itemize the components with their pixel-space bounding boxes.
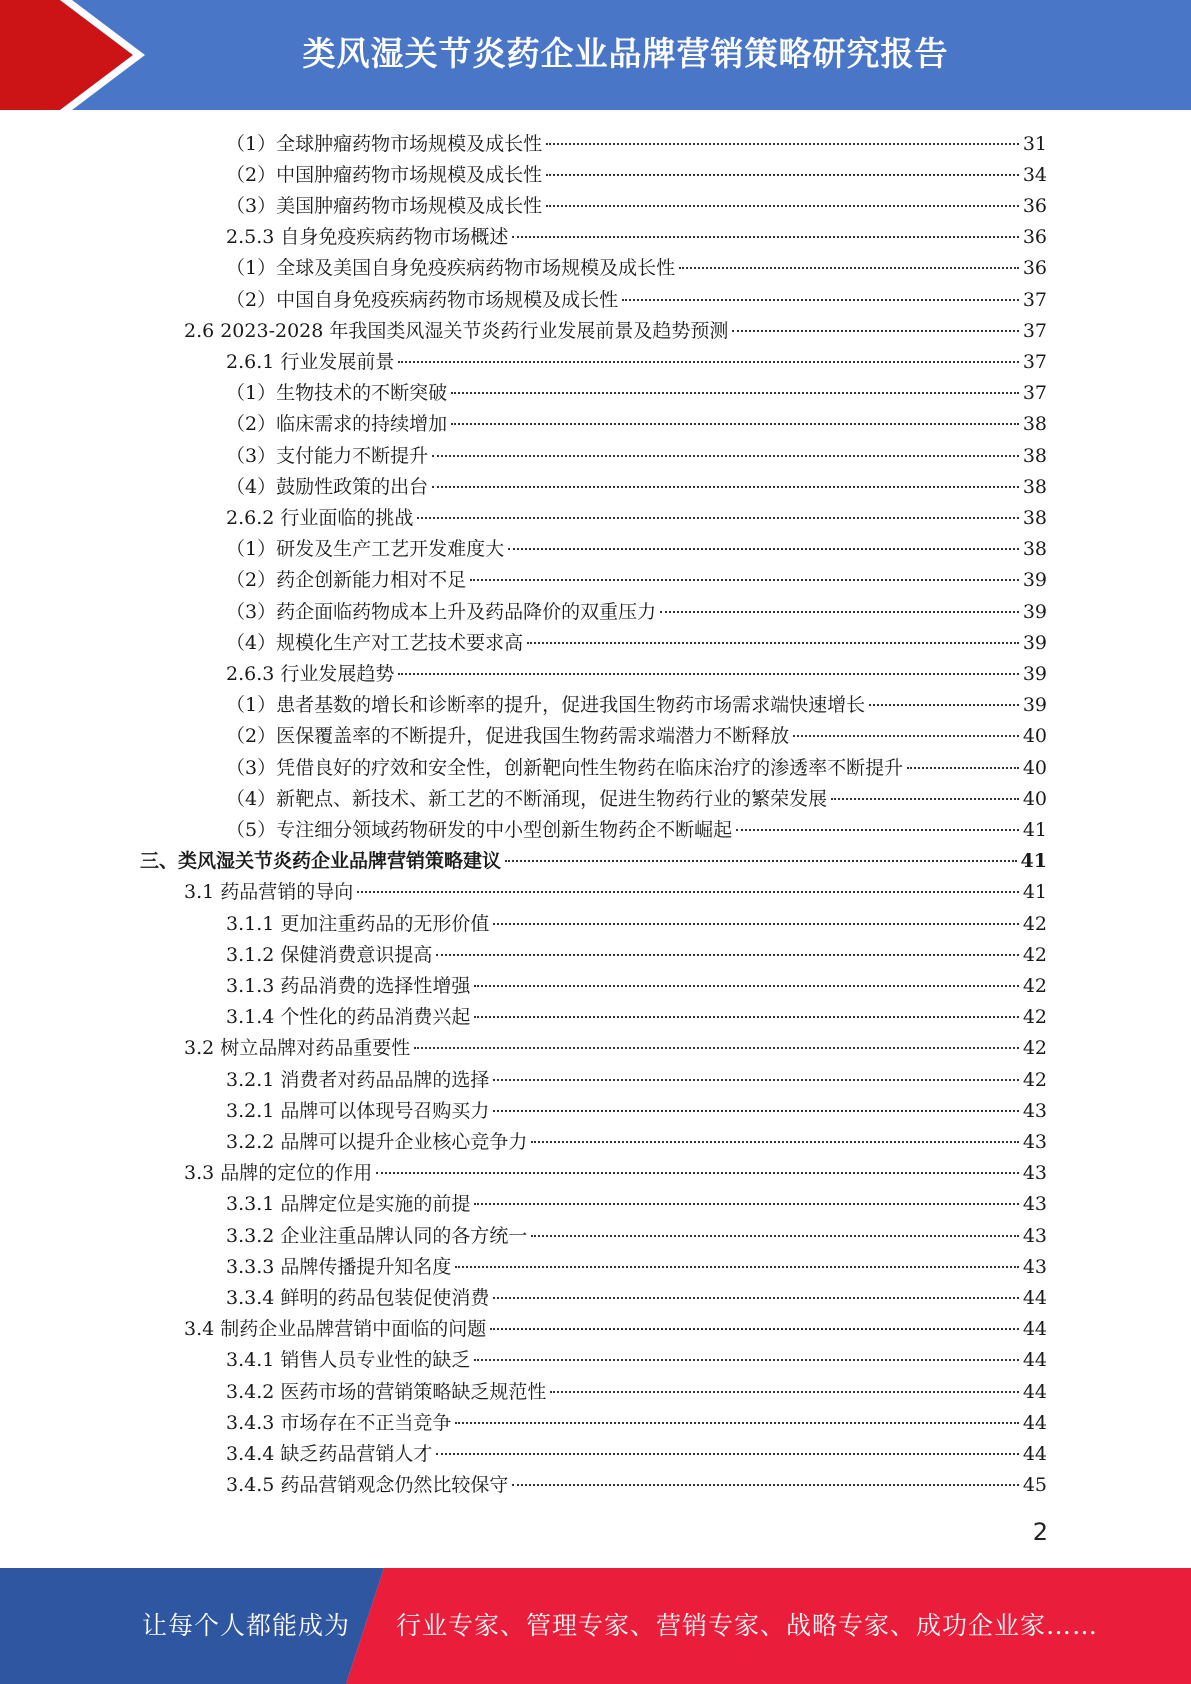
toc-entry-title: 自身免疫疾病药物市场概述 [280, 226, 509, 249]
toc-entry-number: 3.4.1 [226, 1349, 275, 1372]
toc-entry-page: 44 [1022, 1380, 1047, 1403]
toc-dot-leader [493, 1079, 1018, 1081]
toc-entry-number: 3.4 [184, 1318, 215, 1341]
toc-entry-number: 3.1 [184, 881, 215, 904]
toc-dot-leader [736, 829, 1019, 831]
toc-dot-leader [490, 1328, 1019, 1330]
toc-entry-page: 42 [1022, 912, 1047, 935]
toc-entry-title: 研发及生产工艺开发难度大 [276, 538, 505, 561]
toc-entry-number: 3.1.3 [226, 974, 275, 997]
toc-dot-leader [474, 1203, 1018, 1205]
toc-dot-leader [505, 860, 1017, 862]
toc-entry-number: 3.4.4 [226, 1442, 275, 1465]
toc-entry-page: 42 [1022, 943, 1047, 966]
toc-entry-page: 38 [1022, 538, 1047, 561]
toc-dot-leader [451, 423, 1019, 425]
toc-dot-leader [474, 985, 1018, 987]
toc-entry-title: 市场存在不正当竞争 [280, 1411, 452, 1434]
toc-entry-page: 42 [1022, 974, 1047, 997]
toc-entry-page: 45 [1022, 1474, 1047, 1497]
toc-entry[interactable] [184, 877, 1047, 908]
toc-dot-leader [455, 1266, 1018, 1268]
toc-dot-leader [550, 1391, 1018, 1393]
toc-entry[interactable] [226, 160, 1047, 191]
toc-entry-title: 行业发展前景 [280, 350, 395, 373]
toc-entry-title: 药品消费的选择性增强 [280, 974, 471, 997]
toc-entry-title: 生物技术的不断突破 [276, 382, 448, 405]
toc-dot-leader [417, 517, 1018, 519]
toc-entry[interactable] [226, 1096, 1047, 1127]
toc-entry-title: 凭借良好的疗效和安全性，创新靶向性生物药在临床治疗的渗透率不断提升 [276, 756, 904, 779]
toc-dot-leader [432, 486, 1019, 488]
toc-entry-title: 鼓励性政策的出台 [276, 475, 429, 498]
toc-entry[interactable] [226, 940, 1047, 971]
toc-entry-title: 美国肿瘤药物市场规模及成长性 [276, 194, 543, 217]
toc-dot-leader [376, 1172, 1019, 1174]
toc-entry[interactable] [226, 1189, 1047, 1220]
toc-entry-title: 品牌定位是实施的前提 [280, 1193, 471, 1216]
toc-entry[interactable] [184, 1033, 1047, 1064]
toc-entry-number: 2.6 [184, 319, 215, 342]
toc-entry[interactable] [226, 1439, 1047, 1470]
toc-entry[interactable] [226, 971, 1047, 1002]
toc-entry[interactable] [226, 1002, 1047, 1033]
toc-entry-title: 规模化生产对工艺技术要求高 [276, 631, 524, 654]
toc-entry-number: （4） [226, 631, 277, 654]
toc-entry-title: 支付能力不断提升 [276, 444, 429, 467]
footer-banner [0, 1568, 1191, 1684]
toc-entry[interactable] [226, 659, 1047, 690]
toc-entry-page: 38 [1022, 506, 1047, 529]
toc-entry-title: 中国自身免疫疾病药物市场规模及成长性 [276, 288, 619, 311]
toc-entry-page: 44 [1022, 1442, 1047, 1465]
toc-entry-number: 3.3.4 [226, 1286, 275, 1309]
toc-entry-page: 39 [1022, 694, 1047, 717]
toc-entry-page: 39 [1022, 662, 1047, 685]
toc-dot-leader [512, 236, 1018, 238]
toc-entry[interactable] [226, 347, 1047, 378]
toc-entry-number: （1） [226, 257, 277, 280]
toc-entry-page: 40 [1022, 787, 1047, 810]
toc-dot-leader [793, 735, 1019, 737]
toc-entry-number: 3.3.3 [226, 1255, 275, 1278]
report-header-bar [0, 0, 1191, 110]
toc-dot-leader [493, 1110, 1018, 1112]
toc-entry[interactable] [226, 628, 1047, 659]
toc-entry-number: 2.6.3 [226, 662, 275, 685]
toc-entry[interactable] [226, 1470, 1047, 1501]
toc-entry-page: 41 [1022, 818, 1047, 841]
footer-slogan-right: 行业专家、管理专家、营销专家、战略专家、成功企业家…… [396, 1611, 1099, 1640]
toc-entry[interactable] [226, 534, 1047, 565]
toc-entry-number: （3） [226, 756, 277, 779]
toc-dot-leader [546, 143, 1019, 145]
toc-entry-title: 保健消费意识提高 [280, 943, 433, 966]
toc-entry-title: 品牌可以提升企业核心竞争力 [280, 1130, 528, 1153]
toc-entry-title: 患者基数的增长和诊断率的提升，促进我国生物药市场需求端快速增长 [276, 694, 866, 717]
toc-dot-leader [398, 361, 1018, 363]
toc-entry-page: 43 [1022, 1193, 1047, 1216]
toc-entry-number: 3.3 [184, 1162, 215, 1185]
toc-entry-title: 品牌可以体现号召购买力 [280, 1099, 490, 1122]
toc-dot-leader [512, 1484, 1018, 1486]
toc-entry-page: 43 [1022, 1255, 1047, 1278]
toc-dot-leader [451, 392, 1019, 394]
toc-entry-page: 44 [1022, 1286, 1047, 1309]
header-arrow-decoration [0, 0, 160, 110]
toc-entry-number: 3.2 [184, 1037, 215, 1060]
toc-dot-leader [432, 455, 1019, 457]
report-title: 类风湿关节炎药企业品牌营销策略研究报告 [302, 34, 949, 73]
toc-entry[interactable] [226, 565, 1047, 596]
toc-dot-leader [493, 923, 1018, 925]
toc-dot-leader [398, 673, 1018, 675]
toc-entry-page: 39 [1022, 600, 1047, 623]
toc-entry-page: 38 [1022, 413, 1047, 436]
toc-entry-title: 临床需求的持续增加 [276, 413, 448, 436]
toc-entry-page: 37 [1022, 288, 1047, 311]
toc-entry-title: 鲜明的药品包装促使消费 [280, 1286, 490, 1309]
toc-dot-leader [474, 1016, 1018, 1018]
toc-entry-number: （4） [226, 475, 277, 498]
toc-entry-title: 药品营销的导向 [220, 881, 354, 904]
toc-entry-page: 43 [1022, 1099, 1047, 1122]
toc-dot-leader [508, 548, 1019, 550]
toc-entry-title: 药企面临药物成本上升及药品降价的双重压力 [276, 600, 657, 623]
toc-entry-title: 行业发展趋势 [280, 662, 395, 685]
toc-dot-leader [493, 1297, 1018, 1299]
toc-entry-page: 38 [1022, 475, 1047, 498]
toc-entry-number: 2.6.2 [226, 506, 275, 529]
toc-entry-title: 更加注重药品的无形价值 [280, 912, 490, 935]
toc-entry-number: （3） [226, 194, 277, 217]
toc-entry[interactable] [226, 1065, 1047, 1096]
toc-entry-number: 3.2.2 [226, 1130, 275, 1153]
toc-entry-page: 40 [1022, 756, 1047, 779]
toc-entry[interactable] [226, 909, 1047, 940]
toc-entry-page: 34 [1022, 163, 1047, 186]
toc-dot-leader [474, 1359, 1018, 1361]
toc-entry-page: 39 [1022, 631, 1047, 654]
toc-entry-page: 41 [1022, 881, 1047, 904]
toc-entry-title: 制药企业品牌营销中面临的问题 [220, 1318, 487, 1341]
toc-entry-number: 3.3.2 [226, 1224, 275, 1247]
toc-dot-leader [546, 174, 1019, 176]
toc-entry-page: 44 [1022, 1349, 1047, 1372]
toc-entry-number: （2） [226, 163, 277, 186]
footer-slogan-left: 让每个人都能成为 [142, 1611, 351, 1640]
toc-entry-page: 44 [1022, 1411, 1047, 1434]
toc-entry[interactable] [226, 378, 1047, 409]
toc-entry-page: 40 [1022, 725, 1047, 748]
toc-entry-title: 缺乏药品营销人才 [280, 1442, 433, 1465]
toc-entry-title: 药品营销观念仍然比较保守 [280, 1474, 509, 1497]
toc-entry[interactable] [226, 253, 1047, 284]
toc-entry-number: （1） [226, 538, 277, 561]
toc-entry-number: （1） [226, 382, 277, 405]
toc-entry-page: 38 [1022, 444, 1047, 467]
toc-entry[interactable] [226, 753, 1047, 784]
toc-entry-page: 36 [1022, 257, 1047, 280]
toc-entry[interactable] [226, 721, 1047, 752]
toc-entry-number: （1） [226, 694, 277, 717]
toc-entry-number: 3.3.1 [226, 1193, 275, 1216]
toc-entry-page: 41 [1020, 850, 1047, 873]
toc-entry-title: 全球肿瘤药物市场规模及成长性 [276, 132, 543, 155]
toc-entry[interactable] [184, 1314, 1047, 1345]
page-number: 2 [1032, 1518, 1048, 1546]
toc-entry[interactable] [226, 1408, 1047, 1439]
toc-dot-leader [732, 330, 1018, 332]
toc-entry-number: （2） [226, 569, 277, 592]
toc-entry[interactable] [226, 409, 1047, 440]
toc-entry-page: 36 [1022, 226, 1047, 249]
toc-dot-leader [470, 579, 1019, 581]
toc-entry-number: 2.6.1 [226, 350, 275, 373]
toc-entry-number: （1） [226, 132, 277, 155]
toc-dot-leader [436, 954, 1018, 956]
toc-entry-title: 类风湿关节炎药企业品牌营销策略建议 [178, 850, 502, 873]
toc-entry[interactable] [226, 472, 1047, 503]
toc-dot-leader [531, 1141, 1018, 1143]
toc-dot-leader [357, 891, 1019, 893]
toc-entry-number: 三、 [140, 850, 179, 873]
toc-entry-title: 全球及美国自身免疫疾病药物市场规模及成长性 [276, 257, 676, 280]
toc-entry-number: 3.4.5 [226, 1474, 275, 1497]
toc-entry[interactable] [226, 1252, 1047, 1283]
toc-entry-number: （2） [226, 288, 277, 311]
toc-entry[interactable] [184, 316, 1047, 347]
toc-entry-number: 3.1.4 [226, 1006, 275, 1029]
toc-entry-title: 药企创新能力相对不足 [276, 569, 467, 592]
toc-entry[interactable] [226, 815, 1047, 846]
toc-entry[interactable] [226, 1221, 1047, 1252]
toc-entry[interactable] [226, 129, 1047, 160]
toc-entry-page: 44 [1022, 1318, 1047, 1341]
toc-dot-leader [622, 299, 1019, 301]
toc-entry-title: 树立品牌对药品重要性 [220, 1037, 411, 1060]
toc-entry-page: 36 [1022, 194, 1047, 217]
toc-dot-leader [869, 704, 1019, 706]
toc-entry[interactable] [184, 1158, 1047, 1189]
toc-entry-number: （5） [226, 818, 277, 841]
toc-entry[interactable] [226, 784, 1047, 815]
toc-entry[interactable] [226, 597, 1047, 628]
toc-entry-number: 3.4.2 [226, 1380, 275, 1403]
toc-entry-number: 3.2.1 [226, 1099, 275, 1122]
toc-entry-number: （4） [226, 787, 277, 810]
toc-entry[interactable] [226, 503, 1047, 534]
toc-entry[interactable] [140, 846, 1047, 877]
toc-entry-title: 行业面临的挑战 [280, 506, 414, 529]
toc-entry-title: 消费者对药品品牌的选择 [280, 1068, 490, 1091]
toc-entry-page: 39 [1022, 569, 1047, 592]
toc-dot-leader [546, 205, 1019, 207]
toc-entry[interactable] [226, 441, 1047, 472]
toc-entry-number: （3） [226, 444, 277, 467]
toc-entry-page: 42 [1022, 1068, 1047, 1091]
toc-entry-title: 2023-2028 年我国类风湿关节炎药行业发展前景及趋势预测 [220, 319, 729, 342]
toc-entry[interactable] [226, 1283, 1047, 1314]
toc-entry-page: 37 [1022, 382, 1047, 405]
toc-entry-title: 企业注重品牌认同的各方统一 [280, 1224, 528, 1247]
toc-entry[interactable] [226, 690, 1047, 721]
toc-entry-title: 医保覆盖率的不断提升，促进我国生物药需求端潜力不断释放 [276, 725, 790, 748]
toc-dot-leader [455, 1422, 1018, 1424]
toc-dot-leader [527, 642, 1019, 644]
toc-entry-page: 42 [1022, 1006, 1047, 1029]
toc-entry-number: 2.5.3 [226, 226, 275, 249]
toc-entry-number: （3） [226, 600, 277, 623]
toc-entry-title: 个性化的药品消费兴起 [280, 1006, 471, 1029]
toc-entry-title: 品牌传播提升知名度 [280, 1255, 452, 1278]
toc-dot-leader [531, 1235, 1018, 1237]
toc-entry-page: 42 [1022, 1037, 1047, 1060]
toc-entry-title: 医药市场的营销策略缺乏规范性 [280, 1380, 547, 1403]
toc-entry-title: 品牌的定位的作用 [220, 1162, 373, 1185]
toc-entry-page: 43 [1022, 1130, 1047, 1153]
toc-dot-leader [660, 611, 1019, 613]
toc-entry-page: 43 [1022, 1162, 1047, 1185]
toc-dot-leader [414, 1047, 1019, 1049]
toc-entry-title: 新靶点、新技术、新工艺的不断涌现，促进生物药行业的繁荣发展 [276, 787, 828, 810]
toc-entry-number: 3.1.2 [226, 943, 275, 966]
toc-entry[interactable] [226, 285, 1047, 316]
toc-entry-page: 37 [1022, 350, 1047, 373]
toc-dot-leader [679, 267, 1019, 269]
toc-entry[interactable] [226, 1127, 1047, 1158]
toc-dot-leader [907, 767, 1019, 769]
toc-entry-number: 3.1.1 [226, 912, 275, 935]
toc-entry-page: 43 [1022, 1224, 1047, 1247]
toc-entry[interactable] [226, 1377, 1047, 1408]
toc-entry-title: 销售人员专业性的缺乏 [280, 1349, 471, 1372]
toc-entry-page: 31 [1022, 132, 1047, 155]
toc-entry[interactable] [226, 222, 1047, 253]
toc-dot-leader [831, 798, 1019, 800]
toc-entry-number: 3.2.1 [226, 1068, 275, 1091]
toc-entry-page: 37 [1022, 319, 1047, 342]
toc-entry-number: 3.4.3 [226, 1411, 275, 1434]
toc-entry[interactable] [226, 1345, 1047, 1376]
toc-entry-title: 专注细分领域药物研发的中小型创新生物药企不断崛起 [276, 818, 733, 841]
toc-entry[interactable] [226, 191, 1047, 222]
toc-dot-leader [436, 1453, 1018, 1455]
toc-entry-number: （2） [226, 725, 277, 748]
toc-entry-number: （2） [226, 413, 277, 436]
toc-entry-title: 中国肿瘤药物市场规模及成长性 [276, 163, 543, 186]
